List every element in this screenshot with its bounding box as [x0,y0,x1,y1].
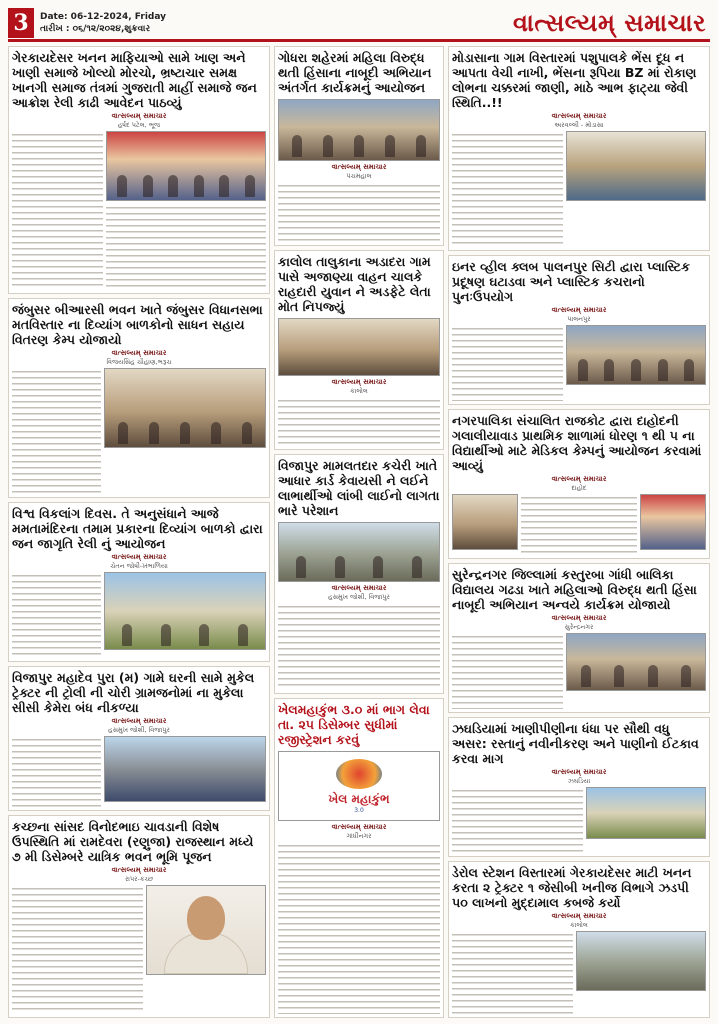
issue-date [40,11,166,35]
story-headline: કચ્છના સાંસદ વિનોદભાઇ ચાવડાની વિશેષ ઉપસ્થિતિ માં રામદેવરા (રણુજા) રાજસ્થાન મધ્યે ૭ મી ડિસેમ્બરે યાત્રિક ભવન ભૂમિ પૂજન [12,819,254,864]
story-byline: વાત્સલ્યમ્ સમાચાર [551,912,607,920]
story-photo [586,787,706,839]
story-headline: મોડાસાના ગામ વિસ્તારમાં પશુપાલકે ભેંસ દૂધ ન આપતા વેચી નાખી, ભેંસના રૂપિયા BZ માં રોકાણ લોભના ચક્કરમાં જાણી, માઠે આભ ફાટ્યા જેવી સ્થિતિ..!! [452,50,697,110]
story-photo [278,318,440,376]
story-headline: વિશ્વ વિકલાંગ દિવસ. તે અનુસંધાને આજે મમતામંદિરના તમામ પ્રકારના દિવ્યાંગ બાળકો દ્વારા જન જાગૃતિ રેલી નું આયોજન [12,506,263,551]
story-mining-protest [8,46,270,294]
date-gujarati: તારીખ : ૦૬/૧૨/૨૦૨૪,શુક્રવાર [40,23,151,34]
story-photo [104,368,266,448]
story-photo [278,522,440,582]
story-place: વિજયસિંહ ચૌહાણ,ભરૂચ [106,358,172,366]
story-body-text [278,603,440,690]
story-godhra-violence [274,46,444,246]
story-headline: ઝઘડિયામાં ખાણીપીણીના ધંધા પર સૌથી વધુ અસર: રસ્તાનું નવીનીકરણ અને પાણીનો ઈટકાવ કરવા માગ [452,721,699,766]
page-number: 3 [8,8,34,38]
story-byline: વાત્સલ્યમ્ સમાચાર [111,349,167,357]
story-place: હસમુખ જોશી, વિજાપુર [328,593,390,601]
story-body-text [106,204,266,290]
story-photo [278,99,440,161]
story-aadhaar-kyc-queues [274,454,444,694]
story-photo [104,572,266,650]
story-byline: વાત્સલ્યમ્ સમાચાર [111,553,167,561]
story-photo [566,633,706,691]
story-jambusar-camp [8,298,270,498]
story-photo [104,736,266,802]
story-byline: વાત્સલ્યમ્ સમાચાર [331,163,387,171]
story-headline: વિજાપુર મામલતદાર કચેરી ખાતે આધાર કાર્ડ કેવાયસી ને લઈને લાભાર્થીઓ લાંબી લાઈનો લાગતા ભારે પરેશાન [278,458,440,518]
story-body-text [452,325,563,401]
story-place: હર્ષદ પટેલ, ભૂજ [117,121,161,129]
story-place: હસમુખ જોશી, વિજાપુર [108,726,170,734]
story-place: ઝઘડિયા [567,777,591,785]
story-photo [106,131,266,201]
story-body-text [452,131,563,247]
story-place: કાલોલ [570,921,588,929]
story-surendranagar-kgbv [448,563,710,713]
story-byline: વાત્સલ્યમ્ સમાચાર [551,768,607,776]
story-headline: જંબુસર બીઆરસી ભવન ખાતે જંબુસર વિધાનસભા મતવિસ્તાર ના દિવ્યાંગ બાળકોનો સાધન સહાય વિતરણ કેમ્પ યોજાયો [12,302,263,347]
story-body-text [12,572,101,658]
story-body-text [278,182,440,242]
khel-logo-sub: 3.0 [354,806,364,814]
story-headline: ઇનર વ્હીલ ક્લબ પાલનપુર સિટી દ્વારા પ્લાસ્ટિક પ્રદૂષણ ઘટાડવા અને પ્લાસ્ટિક કચરાનો પુનઃઉપયોગ [452,259,690,304]
story-photo [576,931,706,991]
story-photo [640,494,706,550]
story-byline: વાત્સલ્યમ્ સમાચાર [331,584,387,592]
khel-logo-title: ખેલ મહાકુંભ [328,791,390,806]
story-khel-mahakumbh [274,698,444,1018]
story-place: રાપર-કચ્છ [125,875,153,883]
story-inner-wheel-plastic [448,255,710,405]
story-headline: કાલોલ તાલુકાના અડાદરા ગામ પાસે અજાણ્યા વાહન ચાલકે રાહદારી યુવાન ને અડફેટે લેતા મોત નિપજ્યું [278,254,431,314]
story-headline: નગરપાલિકા સંચાલિત રાજકોટ દ્વારા દાહોદની ગલાલીયાવાડ પ્રાથમિક શાળામાં ધોરણ ૧ થી ૫ ના વિદ્યાર્થીઓ માટે મેડિકલ કેમ્પનું આયોજન કરવામાં આવ્યું [452,413,702,473]
story-body-text [12,131,103,290]
story-place: દાહોદ [571,484,587,492]
story-jhagadia-road [448,717,710,857]
column-right [448,46,710,1018]
story-byline: વાત્સલ્યમ્ સમાચાર [111,717,167,725]
story-body-text [452,931,573,1014]
column-left [8,46,270,1018]
column-middle [274,46,444,1018]
story-place: પંચમહાલ [346,172,372,180]
story-place: પાલનપુર [567,315,591,323]
story-body-text [278,842,440,1014]
story-headline: ખેલમહાકુંભ ૩.૦ માં ભાગ લેવા તા. ૨૫ ડિસેમ્બર સુધીમાં રજીસ્ટ્રેશન કરવું [278,702,430,747]
story-place: અરવલ્લી - મોડાસા [554,121,604,129]
story-byline: વાત્સલ્યમ્ સમાચાર [551,306,607,314]
story-kalol-accident [274,250,444,450]
story-body-text [452,633,563,709]
story-mp-bhoomi-pujan [8,815,270,1018]
newspaper-title: વાત્સલ્યમ્ સમાચાર [513,8,706,37]
khel-mahakumbh-logo [278,751,440,821]
story-byline: વાત્સલ્યમ્ સમાચાર [551,614,607,622]
story-body-text [278,397,440,446]
story-body-text [452,787,583,853]
story-byline: વાત્સલ્યમ્ સમાચાર [111,112,167,120]
masthead [8,8,710,42]
story-headline: ડેરોલ સ્ટેશન વિસ્તારમાં ગેરકાયદેસર માટી ખનન કરતા ૨ ટ્રેક્ટર ૧ જેસીબી ખનીજ વિભાગે ઝડપી ૫૦ લાખનો મુદ્દામાલ કબજે કર્યો [452,865,692,910]
story-tractor-theft [8,666,270,811]
story-derol-illegal-mining [448,861,710,1018]
story-body-text [521,494,637,555]
story-place: ચેતન જોષી-ખંભાળિયા [110,562,168,570]
story-byline: વાત્સલ્યમ્ સમાચાર [551,475,607,483]
story-byline: વાત્સલ્યમ્ સમાચાર [111,866,167,874]
story-headline: સુરેન્દ્રનગર જિલ્લામાં કસ્તુરબા ગાંધી બાલિકા વિદ્યાલય ગઢડા ખાતે મહિલાઓ વિરુદ્ધ થતી હિંસા નાબૂદી અભિયાન અન્વયે કાર્યક્રમ યોજાયો [452,567,697,612]
story-place: ગાંધીનગર [346,832,372,840]
story-byline: વાત્સલ્યમ્ સમાચાર [331,378,387,386]
mp-portrait-photo [146,885,266,975]
story-body-text [12,368,101,494]
story-modasa-bz-fraud [448,46,710,251]
story-disability-day-rally [8,502,270,662]
story-photo [566,325,706,385]
story-dahod-medical-camp [448,409,710,559]
date-english: Date: 06-12-2024, Friday [40,11,167,22]
story-body-text [12,885,143,1014]
khel-logo-icon [336,759,382,789]
story-body-text [12,736,101,807]
story-byline: વાત્સલ્યમ્ સમાચાર [551,112,607,120]
story-photo [452,494,518,550]
story-byline: વાત્સલ્યમ્ સમાચાર [331,823,387,831]
story-headline: ગેરકાયદેસર ખનન માફિયાઓ સામે ખાણ અને ખાણી સમાજે ખોલ્યો મોરચો, ભ્રષ્ટાચાર સમક્ષ ખાનગી સમાજ તંત્રમાં ગુજરાતી માહીં સમાજે જન આક્રોશ રેલી કાઢી આવેદન પાઠવ્યું [12,50,257,110]
story-place: કાલોલ [350,387,368,395]
story-photo [566,131,706,201]
story-place: સુરેન્દ્રનગર [564,623,594,631]
story-headline: વિજાપુર મહાદેવ પુરા (મ) ગામે ઘરની સામે મુકેલ ટ્રેક્ટર ની ટ્રોલી ની ચોરી ગ્રામજનોમાં ના મુકેલા સીસી કેમેરા બંધ નીકળ્યા [12,670,255,715]
story-headline: ગોધરા શહેરમાં મહિલા વિરુદ્ધ થતી હિંસાના નાબૂદી અભિયાન અંતર્ગત કાર્યક્રમનું આયોજન [278,50,432,95]
